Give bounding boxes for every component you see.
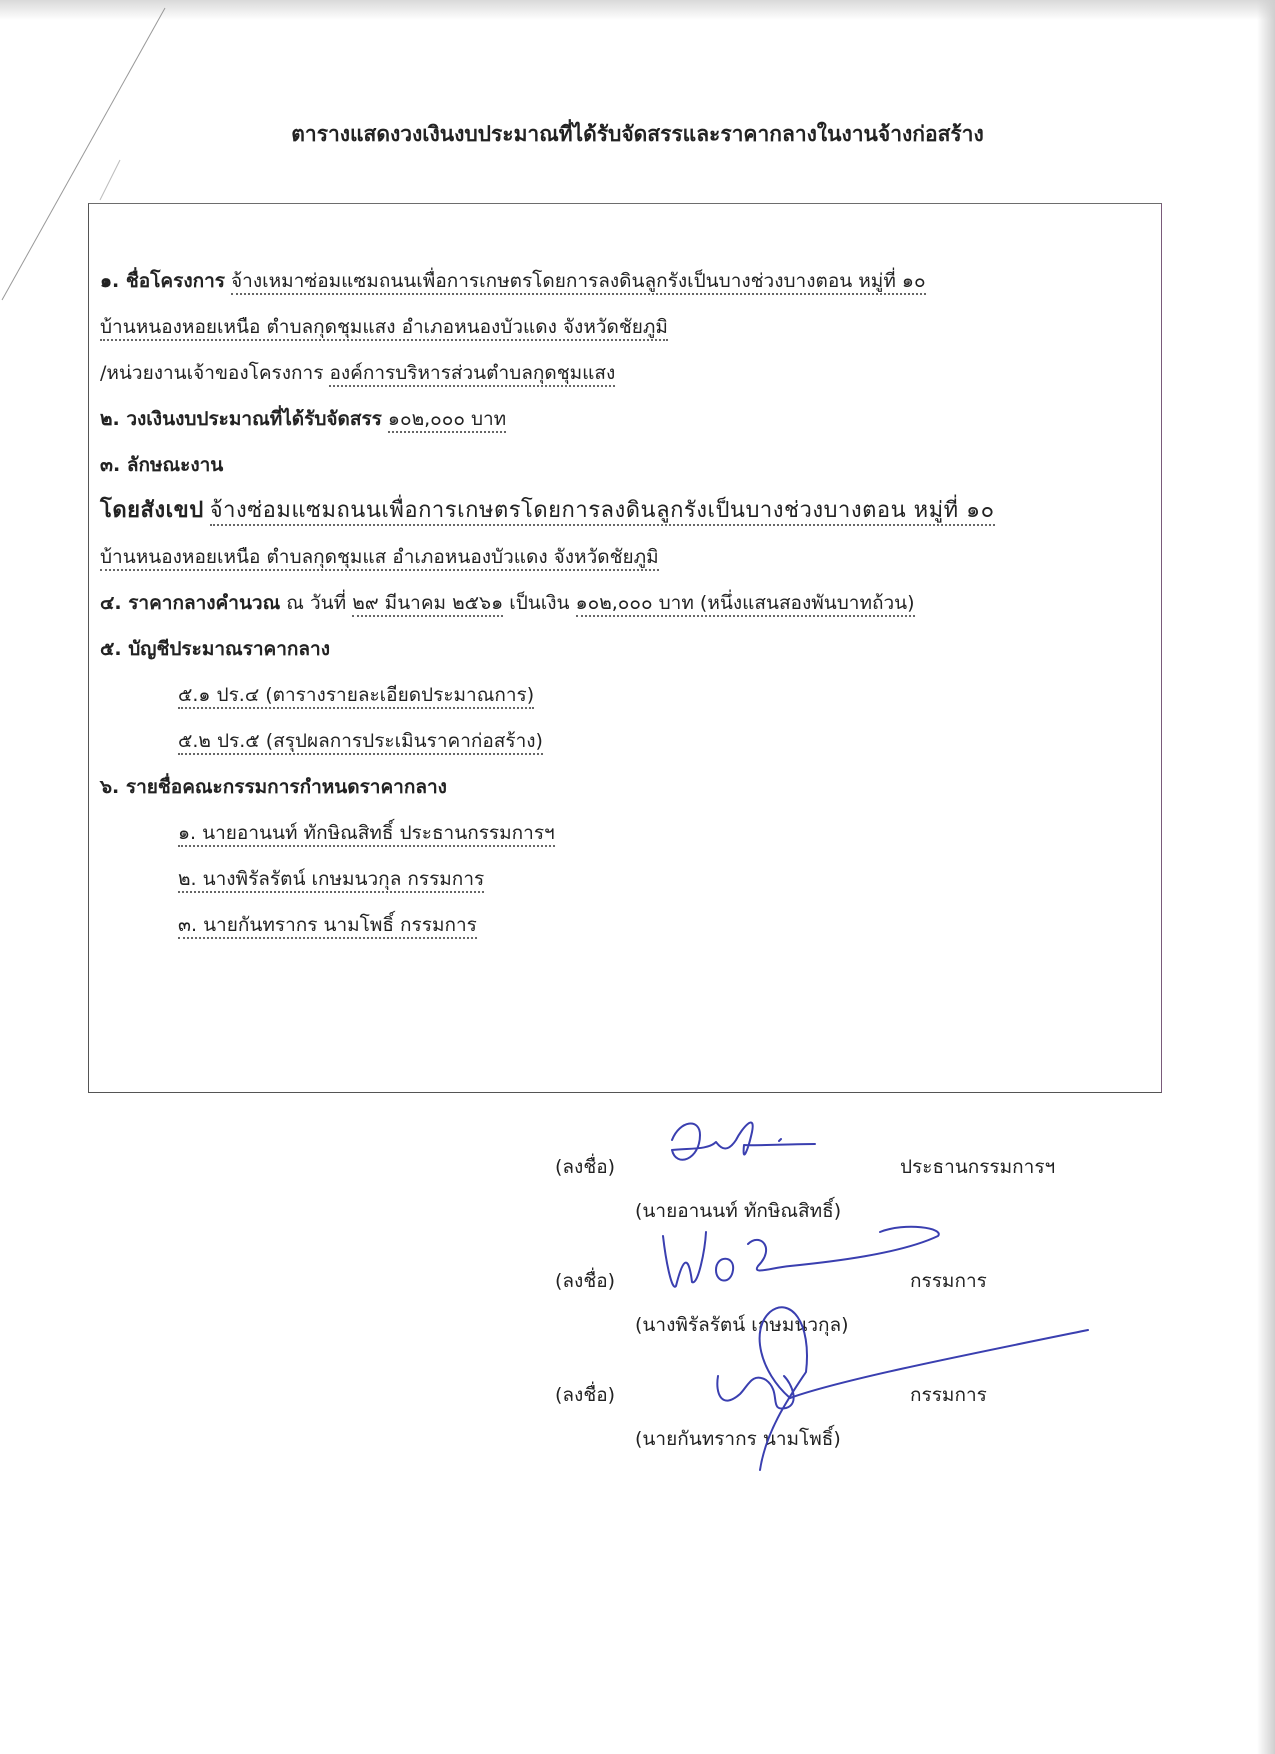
section-4 [100,590,915,616]
section-2-label: ๒. วงเงินงบประมาณที่ได้รับจัดสรร [100,408,382,430]
committee-item-1 [178,820,555,846]
section-1-agency [100,360,615,386]
project-name-line-2: บ้านหนองหอยเหนือ ตำบลกุดชุมแสง อำเภอหนองบัวแดง จังหวัดชัยภูมิ [100,316,668,341]
median-price-amount: ๑๐๒,๐๐๐ บาท (หนึ่งแสนสองพันบาทถ้วน) [576,592,915,617]
section-1-line-1 [100,268,926,294]
section-1-line-2 [100,314,668,340]
section-5-item-2 [178,728,543,754]
signature-1-icon [672,1123,815,1160]
signer-role-1: ประธานกรรมการฯ [900,1156,1056,1178]
estimate-list-item: ๕.๑ ปร.๔ (ตารางรายละเอียดประมาณการ) [178,684,534,709]
date-prefix: ณ วันที่ [286,592,347,614]
section-3-line-2 [100,544,659,570]
committee-member: ๑. นายอานนท์ ทักษิณสิทธิ์ ประธานกรรมการฯ [178,822,555,847]
section-4-label: ๔. ราคากลางคำนวณ [100,592,281,614]
section-5-item-1 [178,682,534,708]
committee-item-2 [178,866,484,892]
agency-value: องค์การบริหารส่วนตำบลกุดชุมแสง [329,362,615,387]
signer-name-3: (นายกันทรากร นามโพธิ์) [635,1428,841,1450]
signer-name-2: (นางพิรัลรัตน์ เกษมนวกุล) [635,1314,849,1336]
signer-role-3: กรรมการ [910,1384,987,1406]
committee-member: ๒. นางพิรัลรัตน์ เกษมนวกุล กรรมการ [178,868,484,893]
document-title: ตารางแสดงวงเงินงบประมาณที่ได้รับจัดสรรและราคากลางในงานจ้างก่อสร้าง [291,122,984,146]
section-5 [100,636,330,662]
section-6 [100,774,447,800]
budget-value: ๑๐๒,๐๐๐ บาท [388,408,506,433]
scan-right-edge [1257,0,1275,1754]
section-5-label: ๕. บัญชีประมาณราคากลาง [100,638,330,660]
sign-label-1: (ลงชื่อ) [555,1156,616,1178]
estimate-list-item: ๕.๒ ปร.๕ (สรุปผลการประเมินราคาก่อสร้าง) [178,730,543,755]
signer-role-2: กรรมการ [910,1270,987,1292]
work-description-line-2: บ้านหนองหอยเหนือ ตำบลกุดชุมแส อำเภอหนองบัวแดง จังหวัดชัยภูมิ [100,546,659,571]
sign-label-2: (ลงชื่อ) [555,1270,616,1292]
calculation-date: ๒๙ มีนาคม ๒๕๖๑ [352,592,503,617]
committee-member: ๓. นายกันทรากร นามโพธิ์ กรรมการ [178,914,477,939]
agency-label: /หน่วยงานเจ้าของโครงการ [100,362,324,384]
section-3-line-1 [100,498,995,524]
summary-label: โดยสังเขป [100,498,204,523]
amount-prefix: เป็นเงิน [509,592,570,614]
section-3 [100,452,223,478]
committee-item-3 [178,912,477,938]
section-1-label: ๑. ชื่อโครงการ [100,270,225,292]
signer-name-1: (นายอานนท์ ทักษิณสิทธิ์) [635,1200,842,1222]
work-description-line-1: จ้างซ่อมแซมถนนเพื่อการเกษตรโดยการลงดินลูกรังเป็นบางช่วงบางตอน หมู่ที่ ๑๐ [210,498,995,526]
section-2 [100,406,506,432]
signature-2-icon [663,1227,939,1287]
section-3-label: ๓. ลักษณะงาน [100,454,224,476]
project-name-line-1: จ้างเหมาซ่อมแซมถนนเพื่อการเกษตรโดยการลงดินลูกรังเป็นบางช่วงบางตอน หมู่ที่ ๑๐ [231,270,926,295]
section-6-label: ๖. รายชื่อคณะกรรมการกำหนดราคากลาง [100,776,447,798]
sign-label-3: (ลงชื่อ) [555,1384,616,1406]
